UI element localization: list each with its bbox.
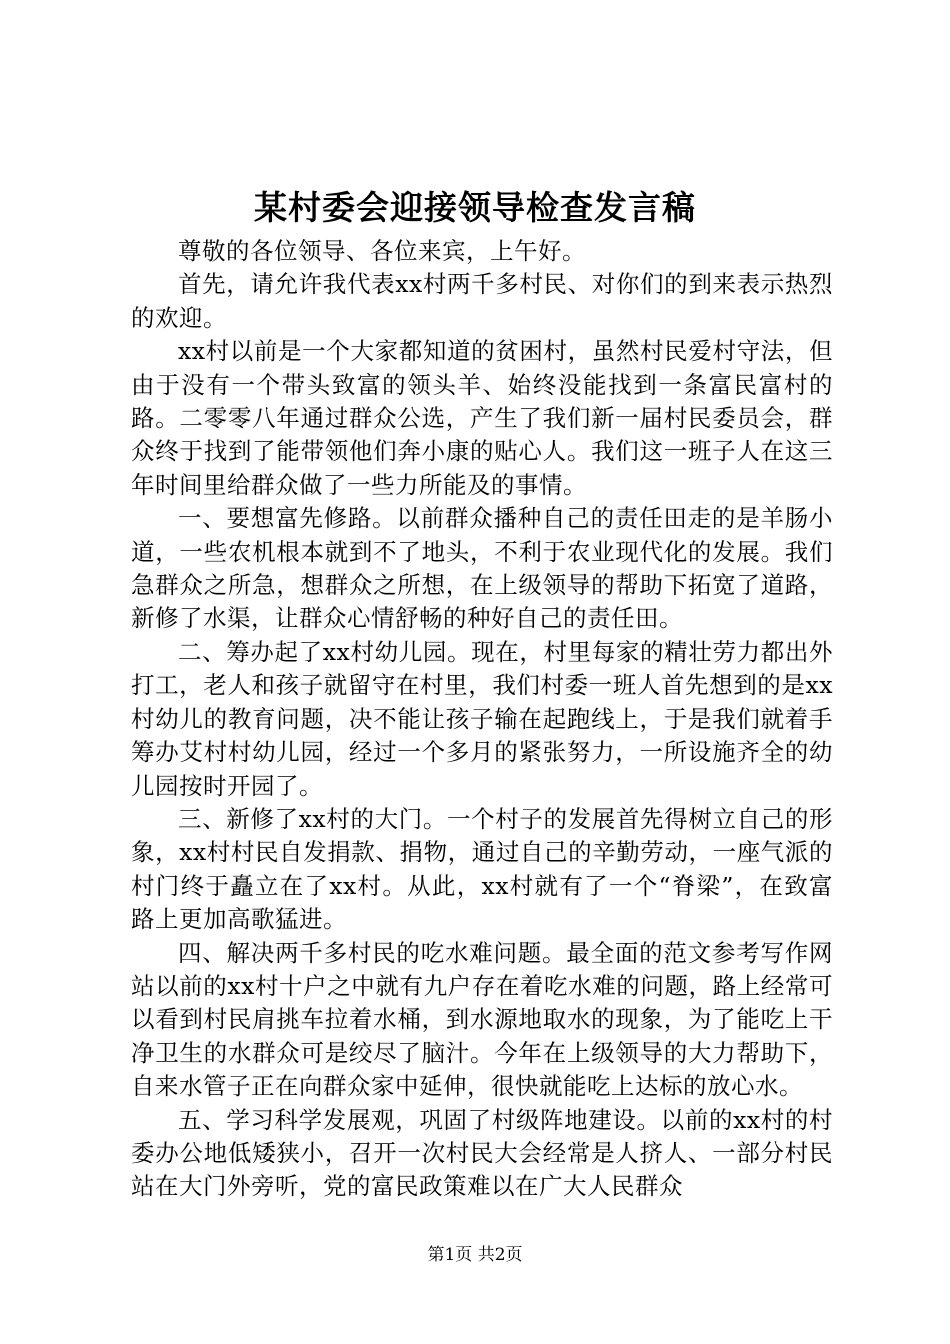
paragraph-item-kindergarten: 二、筹办起了xx村幼儿园。现在，村里每家的精壮劳力都出外打工，老人和孩子就留守在村里，我们村委一班人首先想到的是xx村幼儿的教育问题，决不能让孩子输在起跑线上，于是我们就着手筹办艾村村幼儿园，经过一个多月的紧张努力，一所设施齐全的幼儿园按时开园了。 [131,637,833,800]
paragraph-welcome: 首先，请允许我代表xx村两千多村民、对你们的到来表示热烈的欢迎。 [131,270,833,332]
paragraph-item-development: 五、学习科学发展观，巩固了村级阵地建设。以前的xx村的村委办公地低矮狭小，召开一次村民大会经常是人挤人、一部分村民站在大门外旁听，党的富民政策难以在广大人民群众 [131,1105,833,1201]
paragraph-item-roads: 一、要想富先修路。以前群众播种自己的责任田走的是羊肠小道，一些农机根本就到不了地头，不利于农业现代化的发展。我们急群众之所急，想群众之所想，在上级领导的帮助下拓宽了道路，新修了水渠，让群众心情舒畅的种好自己的责任田。 [131,504,833,633]
paragraph-greeting: 尊敬的各位领导、各位来宾，上午好。 [178,237,586,265]
page-footer: 第1页 共2页 [427,1245,523,1265]
paragraph-item-drinking-water: 四、解决两千多村民的吃水难问题。最全面的范文参考写作网站以前的xx村十户之中就有九户存在着吃水难的问题，路上经常可以看到村民肩挑车拉着水桶，到水源地取水的现象，为了能吃上干净卫生的水群众可是绞尽了脑汁。今年在上级领导的大力帮助下，自来水管子正在向群众家中延伸，很快就能吃上达标的放心水。 [131,938,833,1101]
document-body [131,235,833,1204]
document-title: 某村委会迎接领导检查发言稿 [254,188,696,227]
paragraph-intro: xx村以前是一个大家都知道的贫困村，虽然村民爱村守法，但由于没有一个带头致富的领头羊、始终没能找到一条富民富村的路。二零零八年通过群众公选，产生了我们新一届村民委员会，群众终于找到了能带领他们奔小康的贴心人。我们这一班子人在这三年时间里给群众做了一些力所能及的事情。 [131,337,833,499]
paragraph-item-village-gate: 三、新修了xx村的大门。一个村子的发展首先得树立自己的形象，xx村村民自发捐款、捐物，通过自己的辛勤劳动，一座气派的村门终于矗立在了xx村。从此，xx村就有了一个“脊梁”，在致富路上更加高歌猛进。 [131,804,833,934]
